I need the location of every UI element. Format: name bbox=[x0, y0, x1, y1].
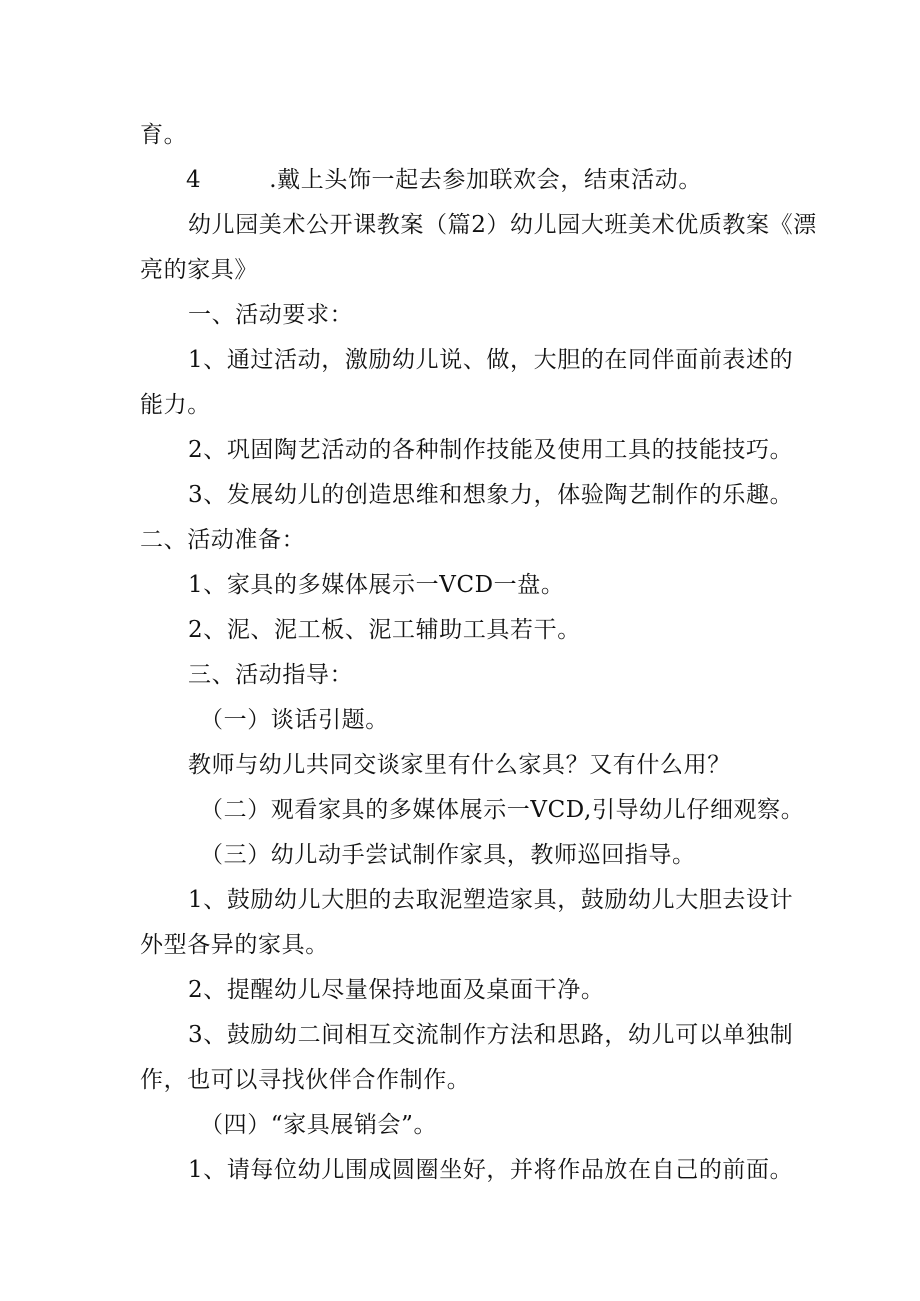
subheading-requirements: 一、活动要求： bbox=[188, 302, 354, 328]
guidance-item-1-continued: 外型各异的家具。 bbox=[140, 932, 329, 958]
guidance-step-4-item-1: 1、请每位幼儿围成圆圈坐好，并将作品放在自己的前面。 bbox=[188, 1157, 794, 1183]
guidance-step-3: （三）幼儿动手尝试制作家具，教师巡回指导。 bbox=[200, 842, 696, 868]
guidance-item-3-continued: 作，也可以寻找伙伴合作制作。 bbox=[140, 1067, 471, 1093]
guidance-step-4: （四）“家具展销会”。 bbox=[200, 1112, 438, 1138]
requirement-item-2: 2、巩固陶艺活动的各种制作技能及使用工具的技能技巧。 bbox=[188, 437, 794, 463]
requirement-item-1-continued: 能力。 bbox=[140, 392, 211, 418]
guidance-step-2: （二）观看家具的多媒体展示一VCD,引导幼儿仔细观察。 bbox=[200, 797, 805, 823]
preparation-item-2: 2、泥、泥工板、泥工辅助工具若干。 bbox=[188, 617, 581, 643]
preparation-item-1: 1、家具的多媒体展示一VCD一盘。 bbox=[188, 572, 565, 598]
list-number: 4 bbox=[186, 167, 202, 193]
guidance-item-2: 2、提醒幼儿尽量保持地面及桌面干净。 bbox=[188, 977, 605, 1003]
section-heading-continued: 亮的家具》 bbox=[140, 257, 258, 283]
subheading-guidance: 三、活动指导： bbox=[188, 662, 354, 688]
guidance-item-3: 3、鼓励幼二间相互交流制作方法和思路，幼儿可以单独制 bbox=[188, 1022, 794, 1048]
guidance-item-1: 1、鼓励幼儿大胆的去取泥塑造家具，鼓励幼儿大胆去设计 bbox=[188, 887, 794, 913]
guidance-text: 教师与幼儿共同交谈家里有什么家具？又有什么用？ bbox=[188, 752, 731, 778]
list-item-text: .戴上头饰一起去参加联欢会，结束活动。 bbox=[269, 167, 702, 193]
requirement-item-1: 1、通过活动，激励幼儿说、做，大胆的在同伴面前表述的 bbox=[188, 347, 794, 373]
requirement-item-3: 3、发展幼儿的创造思维和想象力，体验陶艺制作的乐趣。 bbox=[188, 482, 794, 508]
subheading-preparation: 二、活动准备： bbox=[140, 527, 306, 553]
list-item-4 bbox=[186, 165, 702, 195]
guidance-step-1: （一）谈话引题。 bbox=[200, 707, 389, 733]
section-heading: 幼儿园美术公开课教案（篇2）幼儿园大班美术优质教案《漂 bbox=[188, 212, 817, 238]
text-line: 育。 bbox=[140, 122, 188, 148]
